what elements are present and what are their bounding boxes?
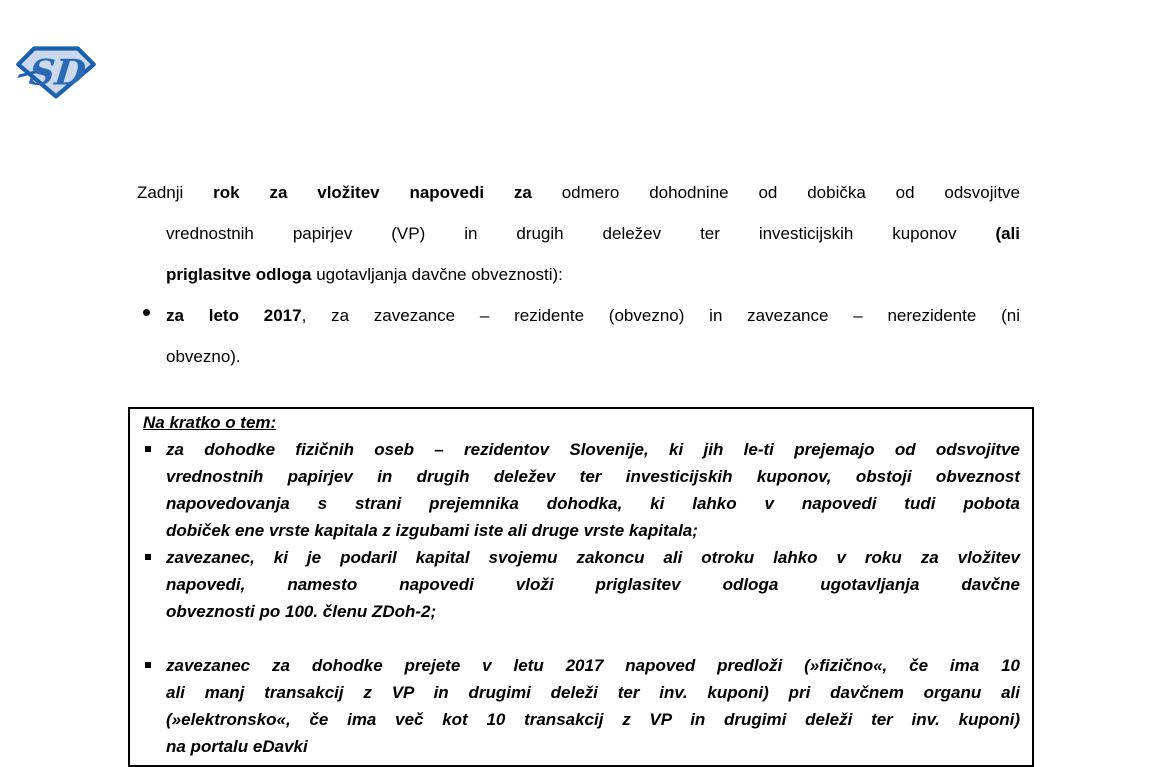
info-box-heading: Na kratko o tem: xyxy=(143,413,277,432)
text-line: za dohodke fizičnih oseb – rezidentov Slovenije, ki jih le-ti prejemajo od odsvojitve xyxy=(166,440,1020,459)
text-line: na portalu eDavki xyxy=(166,737,308,756)
deadline-list-item xyxy=(137,295,1020,377)
info-box-list-item xyxy=(143,652,1020,760)
info-box-list-item xyxy=(143,544,1020,625)
bullet-icon xyxy=(143,309,150,316)
text-segment: Zadnji xyxy=(137,183,214,202)
bullet-icon xyxy=(145,446,151,452)
bold-text-segment: rok za vložitev napovedi za xyxy=(213,183,532,202)
text-line xyxy=(166,295,1020,336)
intro-paragraph xyxy=(137,172,1020,295)
text-segment: vrednostnih papirjev (VP) in drugih deležev ter investicijskih kuponov xyxy=(166,224,996,243)
text-line: napovedi, namesto napovedi vloži priglasitev odloga ugotavljanja davčne xyxy=(166,575,1020,594)
text-segment: obvezno). xyxy=(166,347,241,366)
bullet-icon xyxy=(145,662,151,668)
text-line: obveznosti po 100. členu ZDoh-2; xyxy=(166,602,437,621)
text-line xyxy=(166,213,1020,254)
text-segment: ugotavljanja davčne obveznosti): xyxy=(311,265,563,284)
info-box-list-item xyxy=(143,436,1020,544)
bold-text-segment: (ali xyxy=(995,224,1020,243)
info-box-bullet-list xyxy=(143,436,1020,760)
text-segment: , za zavezance – rezidente (obvezno) in zavezance – nerezidente (ni xyxy=(301,306,1020,325)
text-line: ali manj transakcij z VP in drugimi deleži ter inv. kuponi) pri davčnem organu ali xyxy=(166,683,1020,702)
text-segment: odmero dohodnine od dobička od odsvojitve xyxy=(531,183,1020,202)
text-line: (»elektronsko«, če ima več kot 10 transakcij z VP in drugimi deleži ter inv. kuponi) xyxy=(166,710,1020,729)
text-line: vrednostnih papirjev in drugih deležev ter investicijskih kuponov, obstoji obveznost xyxy=(166,467,1020,486)
text-line xyxy=(137,172,1020,213)
sd-logo xyxy=(14,44,98,100)
bold-text-segment: za leto 2017 xyxy=(166,306,302,325)
text-line: zavezanec, ki je podaril kapital svojemu zakoncu ali otroku lahko v roku za vložitev xyxy=(166,548,1020,567)
text-line: napovedovanja s strani prejemnika dohodka, ki lahko v napovedi tudi pobota xyxy=(166,494,1020,513)
bullet-icon xyxy=(145,554,151,560)
text-line: zavezanec za dohodke prejete v letu 2017 napoved predloži (»fizično«, če ima 10 xyxy=(166,656,1020,675)
text-line xyxy=(166,336,1020,377)
text-line xyxy=(166,254,1020,295)
info-box xyxy=(128,407,1034,767)
text-line: dobiček ene vrste kapitala z izgubami iste ali druge vrste kapitala; xyxy=(166,521,698,540)
sd-logo-letters: SD xyxy=(27,52,88,94)
bold-text-segment: priglasitve odloga xyxy=(166,265,312,284)
